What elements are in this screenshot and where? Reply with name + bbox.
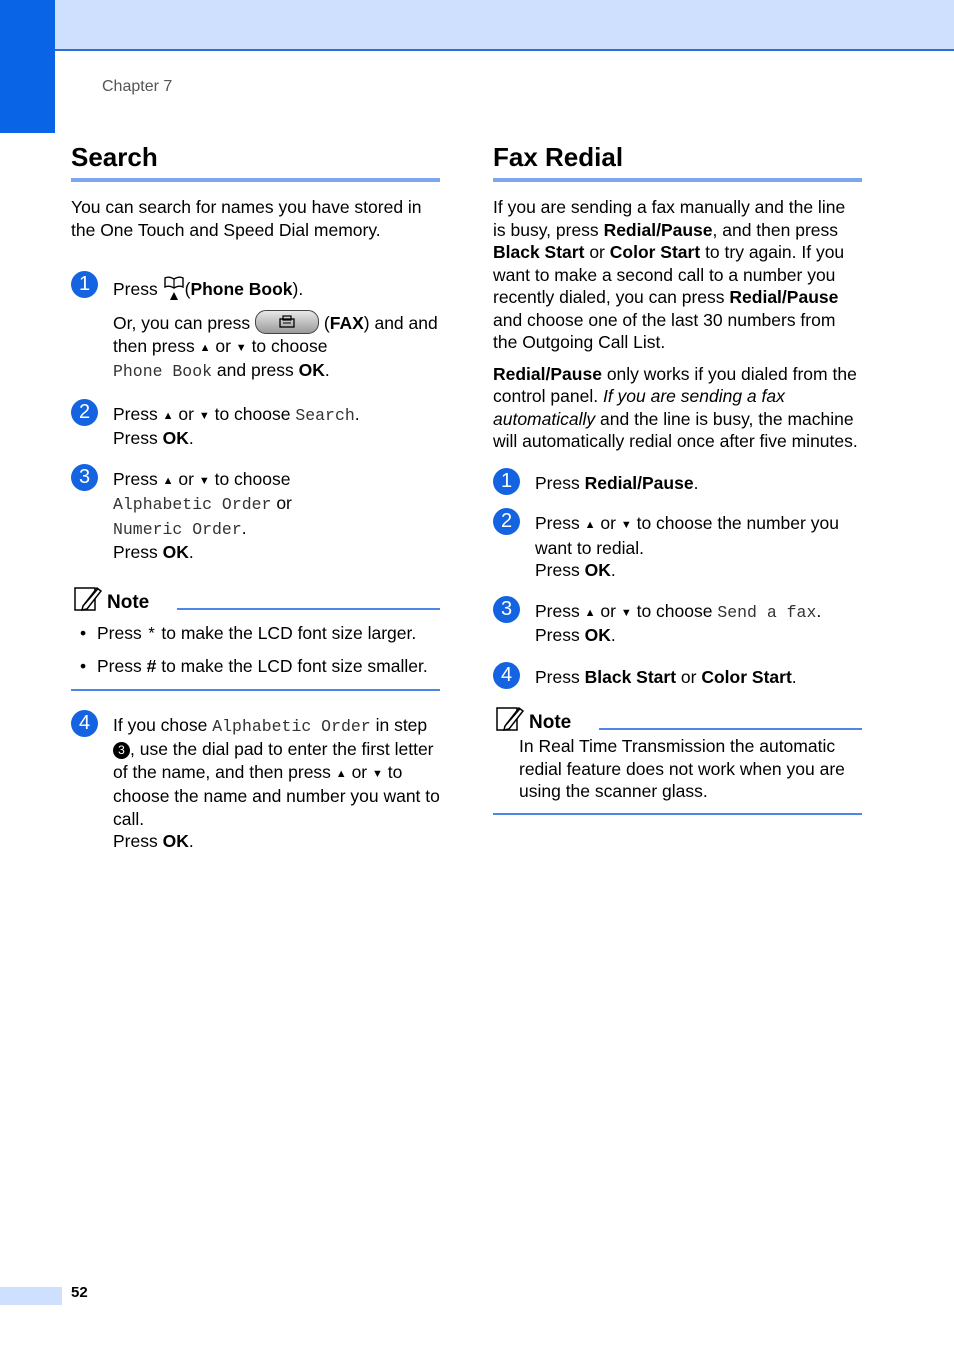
chapter-tab xyxy=(0,0,55,133)
note-rule xyxy=(599,728,862,730)
step-number: 4 xyxy=(493,662,520,689)
down-arrow-icon: ▼ xyxy=(620,519,632,531)
down-arrow-icon: ▼ xyxy=(372,767,383,780)
redial-step-1: 1 Press Redial/Pause. xyxy=(493,472,862,495)
step-number: 1 xyxy=(71,271,98,298)
step-number: 3 xyxy=(493,596,520,623)
search-intro: You can search for names you have stored in the One Touch and Speed Dial memory. xyxy=(71,197,422,240)
up-arrow-icon: ▲ xyxy=(335,767,347,780)
note-text: In Real Time Transmission the automatic redial feature does not work when you are using the scanner glass. xyxy=(519,736,845,801)
note-end-rule xyxy=(493,813,862,815)
note-end-rule xyxy=(71,689,440,691)
step-number: 2 xyxy=(493,508,520,535)
fax-redial-title: Fax Redial xyxy=(493,140,862,182)
header-band xyxy=(0,0,954,51)
up-arrow-icon: ▲ xyxy=(584,519,596,531)
up-arrow-icon: ▲ xyxy=(199,341,211,354)
search-note: Note • Press * to make the LCD font size larger. • Press # to make the LCD font size smaller. xyxy=(71,586,440,691)
search-step-4: 4 If you chose Alphabetic Order in step 3 , use the dial pad to enter the first letter of the name, and then press ▲ or ▼ to choose the name and number you want to call. Press OK. xyxy=(71,714,440,853)
search-step-2: 2 Press ▲ or ▼ to choose Search. Press OK. xyxy=(71,403,440,450)
search-section xyxy=(71,140,440,853)
fax-redial-paragraph-2: Redial/Pause only works if you dialed from the control panel. If you are sending a fax automatically and the line is busy, the machine will automatically redial once after five minutes. xyxy=(493,363,858,451)
phone-book-icon xyxy=(163,275,185,301)
up-arrow-icon: ▲ xyxy=(584,606,596,619)
fax-redial-paragraph-1: If you are sending a fax manually and the line is busy, press Redial/Pause, and then press Black Start or Color Start to try again. If you want to make a second call to a number you recently dialed, you can press Redial/Pause and choose one of the last 30 numbers from the Outgoing Call List. xyxy=(493,197,846,352)
redial-step-4: 4 Press Black Start or Color Start. xyxy=(493,666,862,689)
down-arrow-icon: ▼ xyxy=(620,606,632,619)
step-ref-badge: 3 xyxy=(113,742,130,759)
redial-step-2: 2 Press ▲ or ▼ to choose the number you want to redial. Press OK. xyxy=(493,512,862,582)
redial-step-3: 3 Press ▲ or ▼ to choose Send a fax. Press OK. xyxy=(493,600,862,647)
search-step-3: 3 Press ▲ or ▼ to choose Alphabetic Order or Numeric Order. Press OK. xyxy=(71,468,440,564)
step-number: 3 xyxy=(71,464,98,491)
note-rule xyxy=(177,608,440,610)
fax-redial-section xyxy=(493,140,862,815)
redial-note: Note In Real Time Transmission the automatic redial feature does not work when you are using the scanner glass. xyxy=(493,706,862,815)
list-item: • Press # to make the LCD font size smaller. xyxy=(71,655,440,678)
step-number: 2 xyxy=(71,399,98,426)
search-title: Search xyxy=(71,140,440,182)
note-pencil-icon xyxy=(495,704,525,734)
page-number: 52 xyxy=(71,1284,88,1301)
step-number: 4 xyxy=(71,710,98,737)
search-step-1: 1 Press (Phone Book). Or, you can press (FAX) and and then press ▲ or ▼ to choose Phone Book and press OK. xyxy=(71,275,440,384)
fax-button-icon xyxy=(255,310,319,334)
list-item: • Press * to make the LCD font size larger. xyxy=(71,622,440,647)
chapter-label: Chapter 7 xyxy=(102,78,173,95)
down-arrow-icon: ▼ xyxy=(235,341,247,354)
step-number: 1 xyxy=(493,468,520,495)
note-pencil-icon xyxy=(73,584,103,614)
down-arrow-icon: ▼ xyxy=(198,409,210,422)
up-arrow-icon: ▲ xyxy=(162,409,174,422)
down-arrow-icon: ▼ xyxy=(198,474,210,487)
up-arrow-icon: ▲ xyxy=(162,474,174,487)
footer-band xyxy=(0,1287,62,1305)
